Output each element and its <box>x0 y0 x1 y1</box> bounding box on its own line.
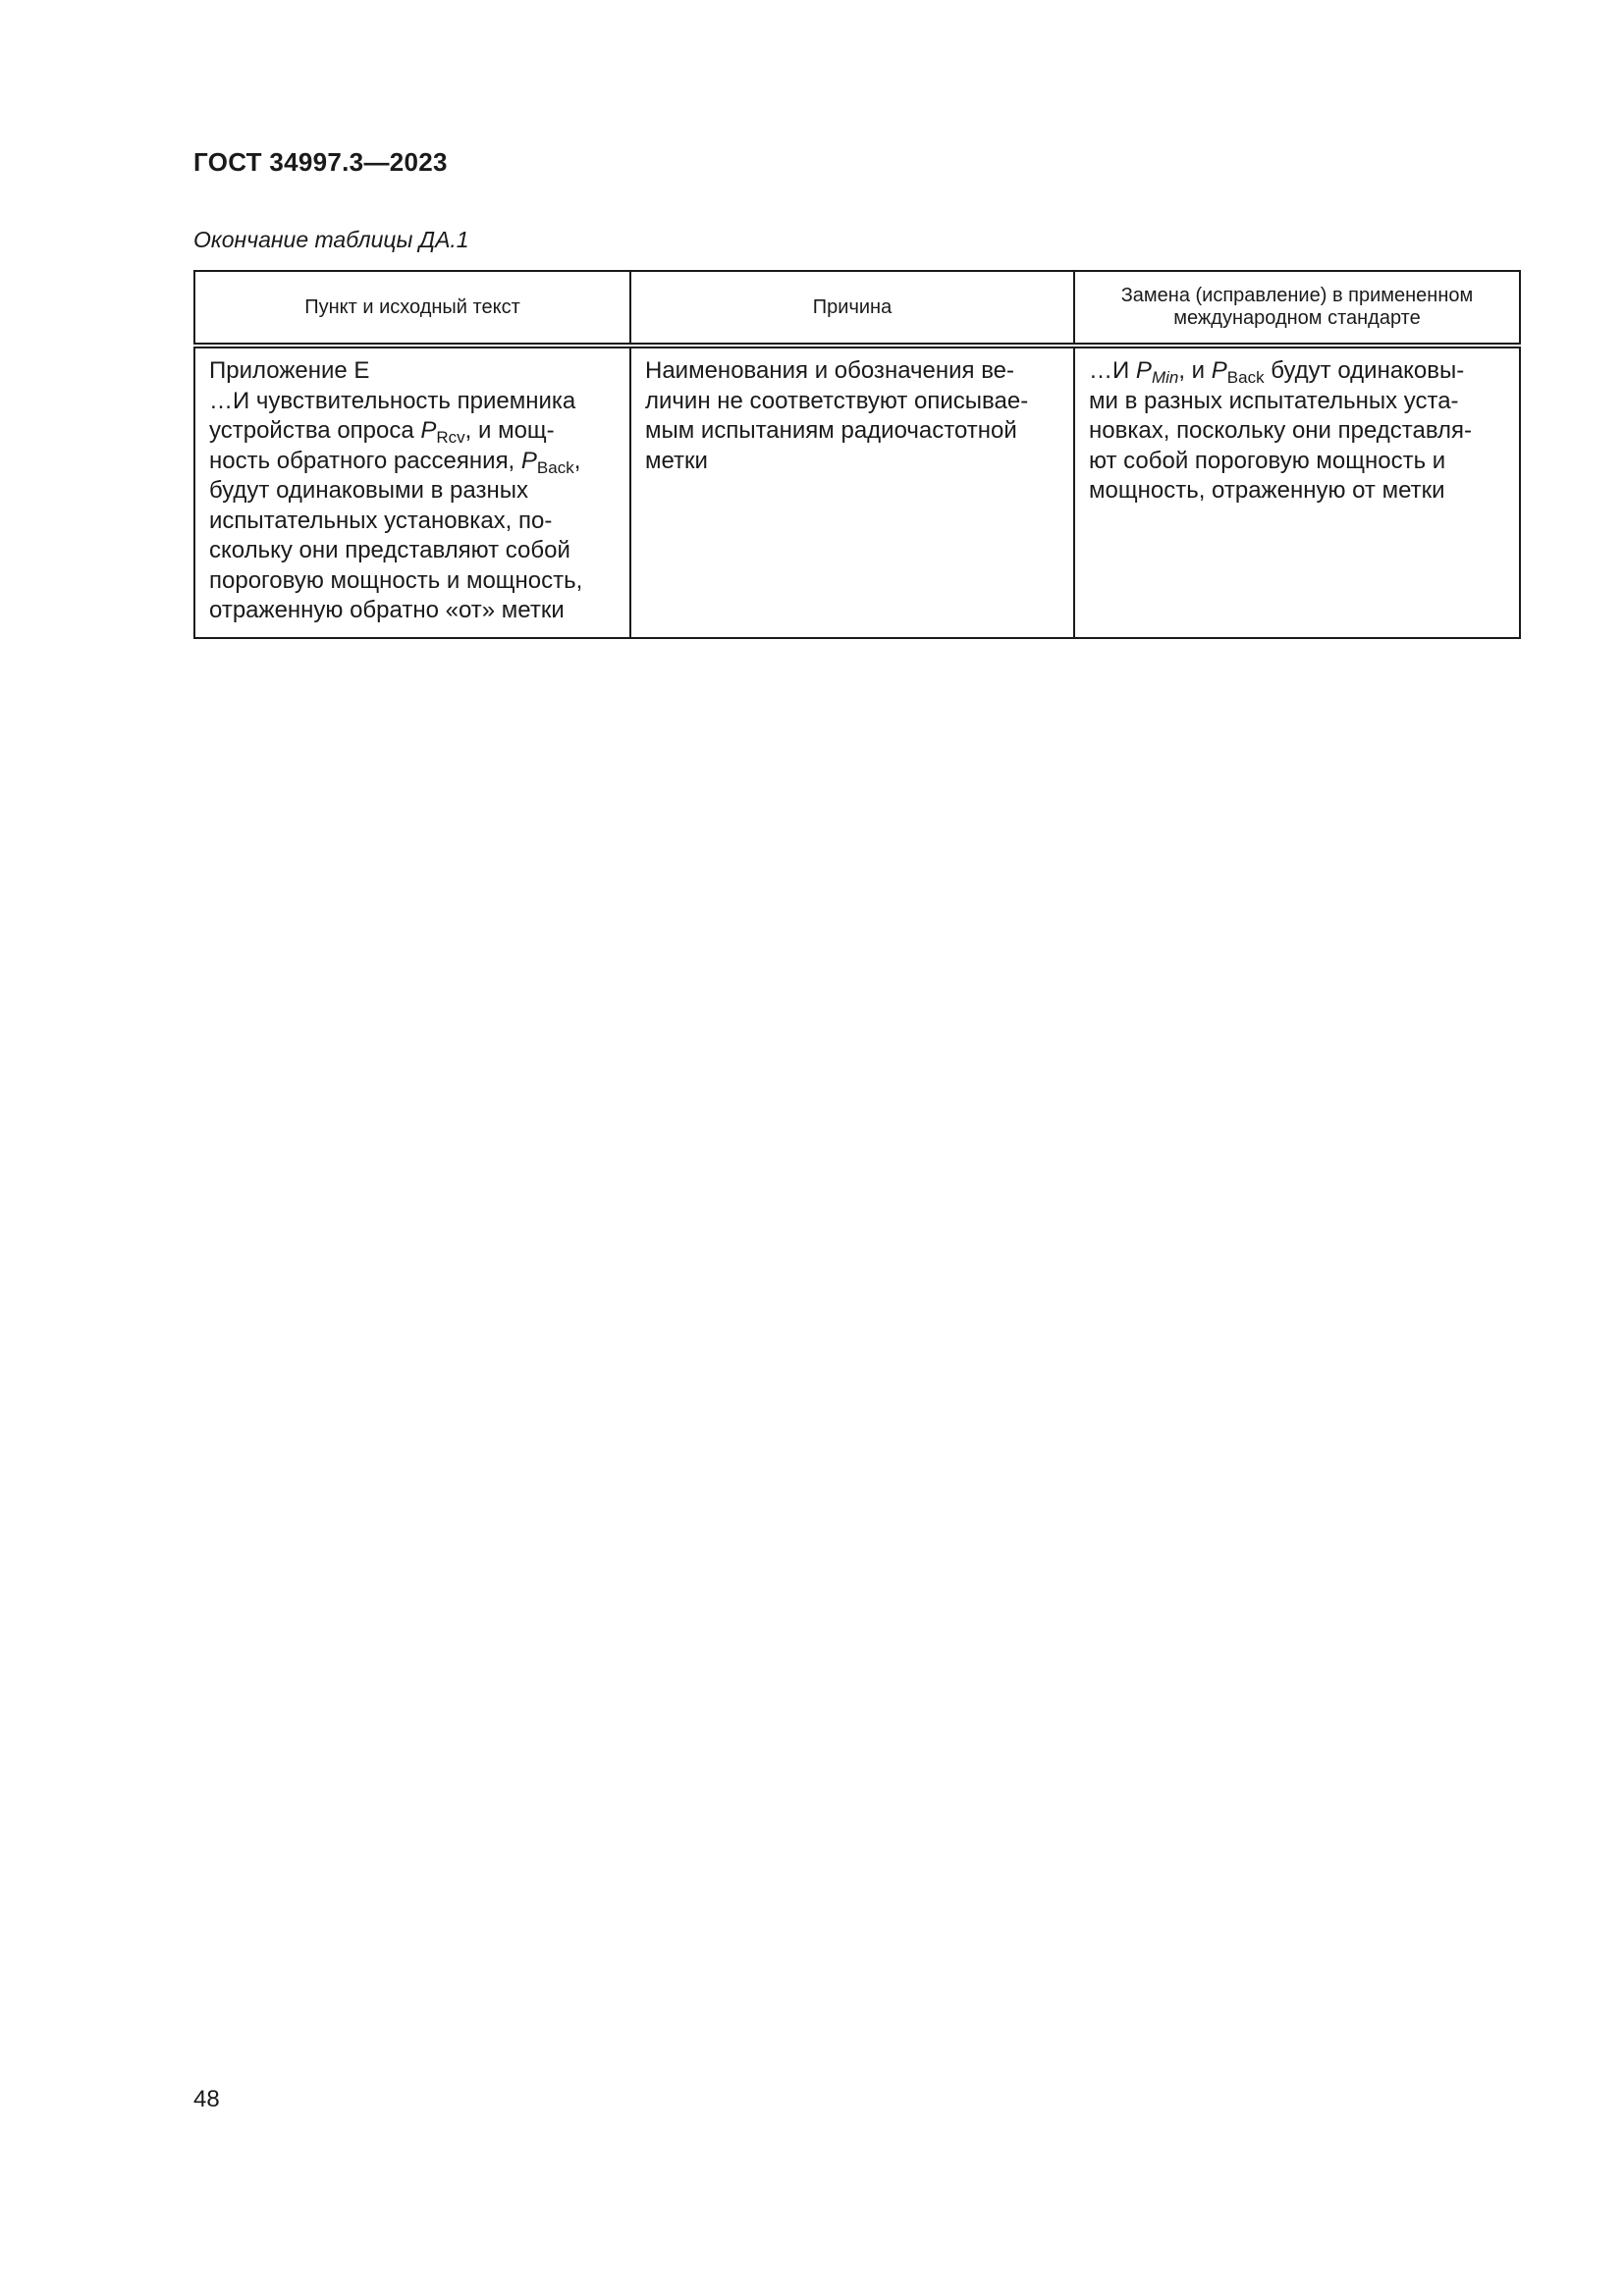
cell-line: мощность, отраженную от метки <box>1089 477 1445 504</box>
text-fragment: будут одинаковы- <box>1264 357 1465 384</box>
cell-clause-text <box>194 346 630 638</box>
text-fragment: , и мощ- <box>464 417 555 444</box>
symbol-p-min <box>1135 357 1179 387</box>
cell-line: пороговую мощность и мощность, <box>209 566 583 594</box>
text-fragment: , и <box>1178 357 1212 384</box>
cell-line <box>209 416 616 447</box>
cell-line: испытательных установках, по- <box>209 507 553 534</box>
cell-line <box>209 447 616 477</box>
table-header-row <box>194 271 1520 346</box>
cell-line: …И чувствительность приемника <box>209 387 576 414</box>
cell-line: отраженную обратно «от» метки <box>209 597 565 623</box>
symbol-letter: P <box>420 417 437 444</box>
cell-line: Наименования и обозначения ве- <box>645 357 1015 384</box>
symbol-p-rcv <box>420 417 465 447</box>
table-row <box>194 346 1520 638</box>
symbol-p-back <box>1211 357 1265 387</box>
text-fragment: …И <box>1089 357 1136 384</box>
symbol-subscript <box>1152 368 1178 387</box>
symbol-subscript: Back <box>536 457 574 477</box>
text-fragment: устройства опроса <box>209 417 421 444</box>
text-fragment: ность обратного рассеяния, <box>209 447 521 474</box>
cell-line: ми в разных испытательных уста- <box>1089 387 1459 414</box>
cell-line: Приложение Е <box>209 357 370 384</box>
cell-line: мым испытаниям радиочастотной <box>645 417 1017 444</box>
cell-reason-text <box>630 346 1074 638</box>
symbol-subscript: Back <box>1226 368 1265 387</box>
cell-line: скольку они представляют собой <box>209 537 570 563</box>
text-fragment: , <box>573 447 581 474</box>
cell-line <box>1089 356 1505 387</box>
document-number: ГОСТ 34997.3—2023 <box>193 147 448 177</box>
cell-line: ют собой пороговую мощность и <box>1089 447 1446 474</box>
symbol-subscript: Rcv <box>436 428 465 447</box>
symbol-letter: P <box>520 447 537 474</box>
column-header-replacement: Замена (исправление) в примененном международном стандарте <box>1074 271 1520 346</box>
cell-line: метки <box>645 447 708 474</box>
symbol-letter: P <box>1135 357 1152 384</box>
column-header-reason: Причина <box>630 271 1074 346</box>
symbol-p-back <box>520 447 574 477</box>
table-caption: Окончание таблицы ДА.1 <box>193 227 469 252</box>
column-header-clause: Пункт и исходный текст <box>194 271 630 346</box>
page-number: 48 <box>193 2086 220 2112</box>
cell-replacement-text <box>1074 346 1520 638</box>
subscript-italic: Min <box>1151 368 1179 387</box>
cell-line: новках, поскольку они представля- <box>1089 417 1473 444</box>
symbol-letter: P <box>1211 357 1227 384</box>
cell-line: будут одинаковыми в разных <box>209 477 528 504</box>
cell-line: личин не соответствуют описывае- <box>645 387 1029 414</box>
comparison-table <box>193 270 1521 639</box>
